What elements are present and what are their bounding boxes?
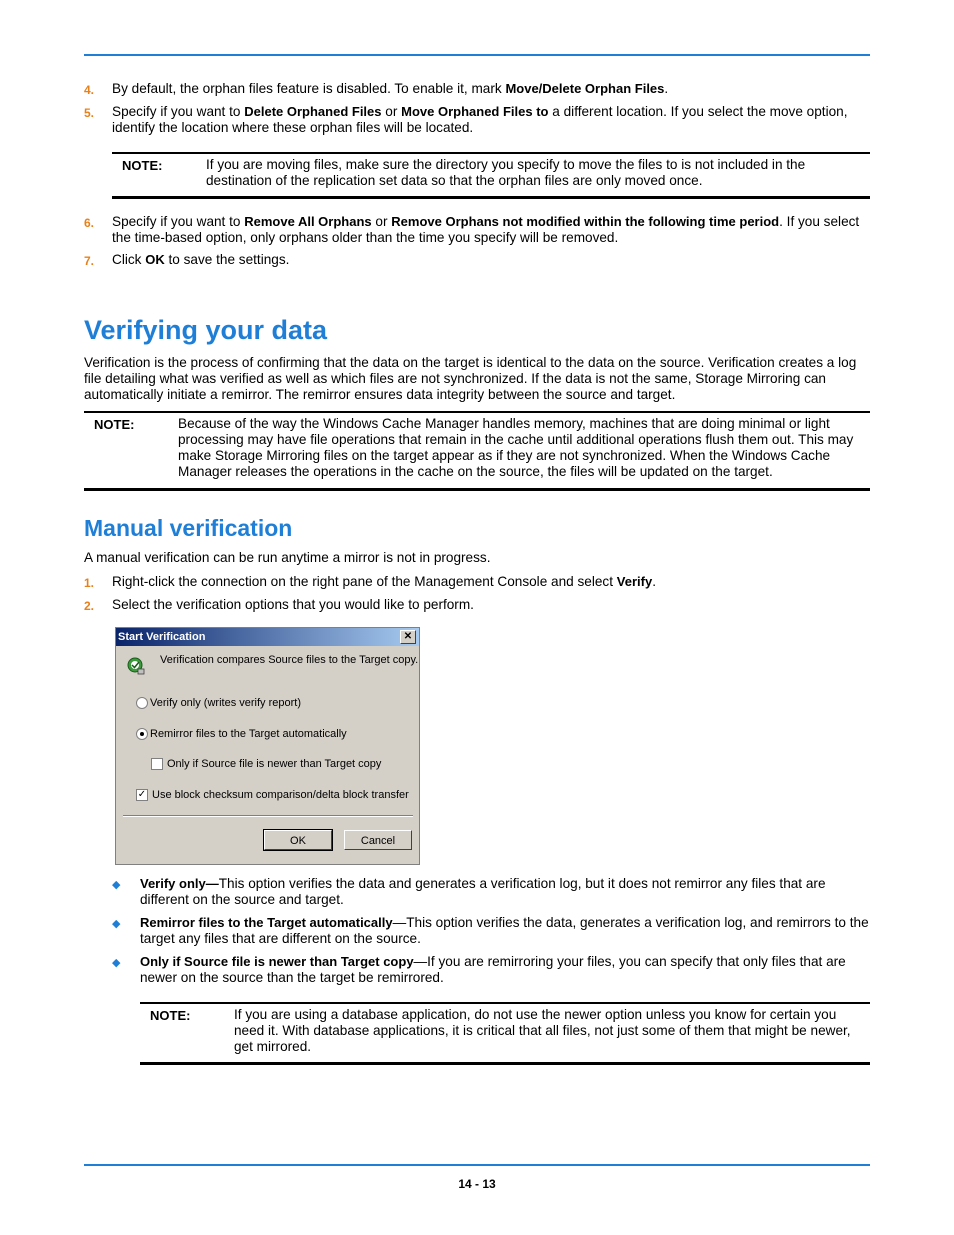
dialog-message: Verification compares Source files to the Target copy. (160, 654, 419, 666)
bullet-diamond-icon: ◆ (112, 957, 121, 969)
note-label: NOTE: (94, 417, 135, 432)
note-text: If you are moving files, make sure the directory you specify to move the files to is not included in the destination of the replication set data so that the orphan files are only moved once. (206, 157, 806, 188)
bullet-diamond-icon: ◆ (112, 879, 121, 891)
bullet-item: Remirror files to the Target automatically—This option verifies the data, generates a verification log, and remirrors to the target any files that are different on the source. (140, 915, 869, 946)
step-text: Click OK to save the settings. (112, 252, 290, 267)
subsection-heading: Manual verification (84, 515, 293, 541)
step-number: 7. (84, 254, 95, 268)
step-number: 2. (84, 599, 95, 613)
note-label: NOTE: (150, 1008, 191, 1023)
footer-rule (84, 1164, 870, 1166)
start-verification-dialog (115, 627, 420, 865)
only-newer-label[interactable]: Only if Source file is newer than Target copy (167, 758, 382, 770)
step-text: By default, the orphan files feature is disabled. To enable it, mark Move/Delete Orphan Files. (112, 81, 669, 96)
step-text: Specify if you want to Remove All Orphans or Remove Orphans not modified within the following time period. If you select the time-based option, only orphans older than the time you specify will be removed. (112, 214, 860, 245)
note-text: Because of the way the Windows Cache Manager handles memory, machines that are doing minimal or light processing may have file operations that remain in the cache until additional operations flush them out. This may make Storage Mirroring files on the target appear as if they are not synchronized. When the Windows Cache Manager releases the operations in the cache on the source, the files will be updated on the target. (178, 416, 854, 479)
bullet-diamond-icon: ◆ (112, 918, 121, 930)
step-text: Select the verification options that you would like to perform. (112, 597, 474, 612)
note-label: NOTE: (122, 158, 163, 173)
ok-button[interactable]: OK (264, 830, 332, 850)
verify-icon (126, 656, 146, 676)
dialog-separator (123, 815, 413, 817)
step-number: 6. (84, 216, 95, 230)
block-checksum-checkbox[interactable]: ✓ (137, 789, 147, 800)
dialog-title-bar (116, 628, 419, 646)
step-number: 5. (84, 106, 95, 120)
header-rule (84, 54, 870, 56)
step-text: Specify if you want to Delete Orphaned Files or Move Orphaned Files to a different location. If you select the move option, identify the location where these orphan files will be located. (112, 104, 848, 135)
step-text: Right-click the connection on the right pane of the Management Console and select Verify. (112, 574, 656, 589)
dialog-title: Start Verification (118, 631, 206, 643)
note-text: If you are using a database application, do not use the newer option unless you know for certain you need it. With database applications, it is critical that all files, not just some of them that might be newer, get mirrored. (234, 1007, 851, 1054)
close-icon[interactable]: ✕ (400, 630, 416, 644)
paragraph: Verification is the process of confirming that the data on the target is identical to the data on the source. Verification creates a log file detailing what was verified as well as which files are not synchronized. If the data is not the same, Storage Mirroring can automatically initiate a remirror. The remirror ensures data integrity between the source and target. (84, 355, 857, 402)
bullet-item: Verify only—This option verifies the data and generates a verification log, but it does not remirror any files that are different on the source and target. (140, 876, 826, 907)
only-newer-checkbox[interactable] (151, 758, 163, 770)
remirror-label[interactable]: Remirror files to the Target automatically (150, 728, 347, 740)
verify-only-radio[interactable] (136, 697, 148, 709)
section-heading: Verifying your data (84, 315, 328, 345)
remirror-radio[interactable] (136, 728, 148, 740)
block-checksum-label[interactable]: Use block checksum comparison/delta block transfer (152, 789, 409, 801)
verify-only-label[interactable]: Verify only (writes verify report) (150, 697, 301, 709)
step-number: 4. (84, 83, 95, 97)
bullet-item: Only if Source file is newer than Target copy—If you are remirroring your files, you can specify that only files that are newer on the source than the target be remirrored. (140, 954, 846, 985)
step-number: 1. (84, 576, 95, 590)
page-number: 14 - 13 (458, 1177, 496, 1191)
paragraph: A manual verification can be run anytime a mirror is not in progress. (84, 550, 491, 565)
cancel-button[interactable]: Cancel (344, 830, 412, 850)
